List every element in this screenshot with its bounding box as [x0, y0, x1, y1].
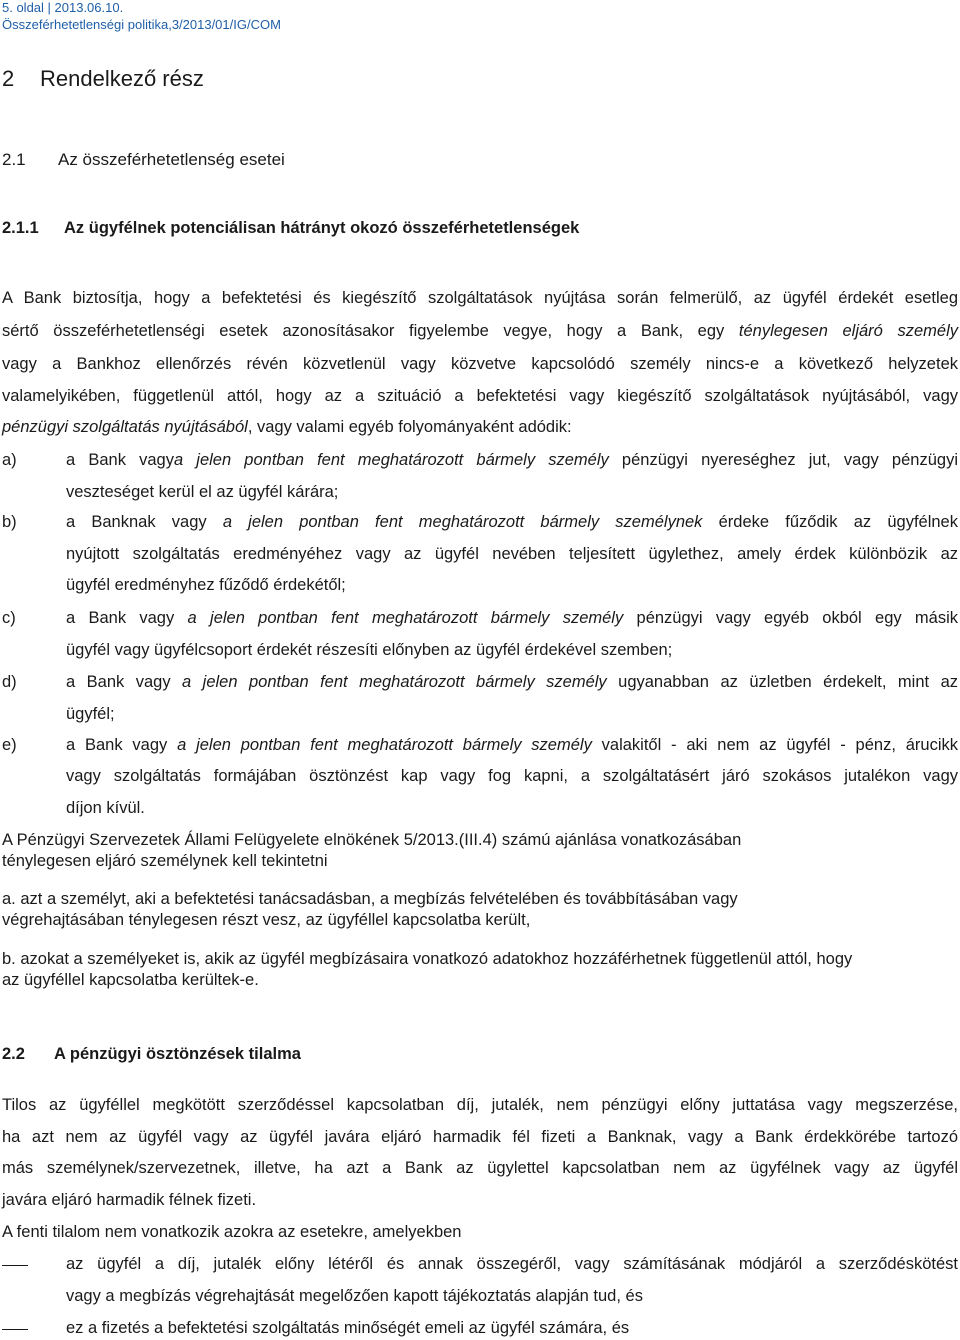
paragraph-line: A Bank biztosítja, hogy a befektetési és kiegészítő szolgáltatások nyújtása során felmerülő, az ügyfél érdekét esetleg	[2, 289, 958, 307]
list-item-line: ügyfél vagy ügyfélcsoport érdekét részesíti előnyben az ügyfél érdekével szemben;	[66, 641, 673, 659]
page-header-date: 5. oldal | 2013.06.10.	[2, 0, 124, 15]
paragraph-line: az ügyféllel kapcsolatba kerültek-e.	[2, 971, 259, 989]
paragraph-line: a. azt a személyt, aki a befektetési tanácsadásban, a megbízás felvételében és továbbításában vagy	[2, 890, 738, 908]
section-number: 2.1.1	[2, 219, 39, 237]
paragraph-line: ténylegesen eljáró személynek kell tekintetni	[2, 852, 328, 870]
list-item-line: a Bank vagy a jelen pontban fent meghatározott bármely személy valakitől - aki nem az ügyfél - pénz, árucikk	[66, 736, 958, 754]
bullet-dash-icon	[2, 1329, 28, 1330]
list-item-line: a Bank vagya jelen pontban fent meghatározott bármely személy pénzügyi nyereséghez jut, vagy pénzügyi	[66, 451, 958, 469]
section-number: 2.2	[2, 1045, 25, 1063]
section-heading-2	[2, 66, 204, 92]
paragraph-line: más személynek/szervezetnek, illetve, ha azt a Bank az ügylettel kapcsolatban nem az ügyfélnek vagy az ügyfél	[2, 1159, 958, 1177]
paragraph-line: b. azokat a személyeket is, akik az ügyfél megbízásaira vonatkozó adatokhoz hozzáférhetnek függetlenül attól, hogy	[2, 950, 853, 968]
list-item-label: c)	[2, 609, 16, 627]
paragraph-line: valamelyikében, függetlenül attól, hogy az a szituáció a befektetési vagy kiegészítő szolgáltatások nyújtásából, vagy	[2, 387, 958, 405]
paragraph-line: ha azt nem az ügyfél vagy az ügyfél javára eljáró harmadik fél fizeti a Banknak, vagy a Bank érdekkörébe tartozó	[2, 1128, 958, 1146]
list-item-label: e)	[2, 736, 17, 754]
section-title: Az összeférhetetlenség esetei	[58, 150, 285, 169]
bullet-line: az ügyfél a díj, jutalék előny létéről és annak összegéről, vagy számításának módjáról a szerződéskötést	[66, 1255, 958, 1273]
paragraph-line: A Pénzügyi Szervezetek Állami Felügyelete elnökének 5/2013.(III.4) számú ajánlása vonatkozásában	[2, 831, 742, 849]
list-item-line: a Bank vagy a jelen pontban fent meghatározott bármely személy ugyanabban az üzletben érdekelt, mint az	[66, 673, 958, 691]
paragraph-line: pénzügyi szolgáltatás nyújtásából, vagy valami egyéb folyományaként adódik:	[2, 418, 572, 436]
list-item-line: a Bank vagy a jelen pontban fent meghatározott bármely személy pénzügyi vagy egyéb okból egy másik	[66, 609, 959, 627]
section-heading-2-2	[2, 1045, 301, 1064]
list-item-label: d)	[2, 673, 17, 691]
paragraph-line: sértő összeférhetetlenségi esetek azonosításakor figyelembe vegye, hogy a Bank, egy ténylegesen eljáró személy	[2, 322, 958, 340]
list-item-label: b)	[2, 513, 17, 531]
paragraph-line: Tilos az ügyféllel megkötött szerződéssel kapcsolatban díj, jutalék, nem pénzügyi előny juttatása vagy megszerzése,	[2, 1096, 958, 1114]
section-heading-2-1-1	[2, 219, 579, 238]
list-item-line: vagy szolgáltatás formájában ösztönzést kap vagy fog kapni, a szolgáltatásért járó szokásos jutalékon vagy	[66, 767, 958, 785]
paragraph-line: végrehajtásában ténylegesen részt vesz, az ügyféllel kapcsolatba került,	[2, 911, 531, 929]
list-item-line: díjon kívül.	[66, 799, 145, 817]
bullet-dash-icon	[2, 1265, 28, 1266]
list-item-line: ügyfél;	[66, 705, 115, 723]
paragraph-line: vagy a Bankhoz ellenőrzés révén közvetlenül vagy közvetve kapcsolódó személy nincs-e a következő helyzetek	[2, 355, 958, 373]
bullet-line: vagy a megbízás végrehajtását megelőzően kapott tájékoztatás alapján tud, és	[66, 1287, 643, 1305]
page-header-doc-id: Összeférhetetlenségi politika,3/2013/01/IG/COM	[2, 17, 281, 32]
list-item-line: nyújtott szolgáltatás eredményéhez vagy az ügyfél nevében teljesített ügylethez, amely érdek különbözik az	[66, 545, 958, 563]
list-item-label: a)	[2, 451, 17, 469]
paragraph-line: A fenti tilalom nem vonatkozik azokra az esetekre, amelyekben	[2, 1223, 462, 1241]
section-number: 2	[2, 66, 15, 91]
section-heading-2-1	[2, 150, 285, 170]
section-title: Rendelkező rész	[40, 66, 204, 91]
list-item-line: veszteséget kerül el az ügyfél kárára;	[66, 483, 339, 501]
section-title: Az ügyfélnek potenciálisan hátrányt okozó összeférhetetlenségek	[64, 219, 580, 237]
paragraph-line: javára eljáró harmadik félnek fizeti.	[2, 1191, 257, 1209]
section-title: A pénzügyi ösztönzések tilalma	[54, 1045, 301, 1063]
bullet-line: ez a fizetés a befektetési szolgáltatás minőségét emeli az ügyfél számára, és	[66, 1319, 630, 1337]
list-item-line: ügyfél eredményhez fűződő érdekétől;	[66, 576, 346, 594]
list-item-line: a Banknak vagy a jelen pontban fent meghatározott bármely személynek érdeke fűződik az ügyfélnek	[66, 513, 958, 531]
section-number: 2.1	[2, 150, 26, 169]
